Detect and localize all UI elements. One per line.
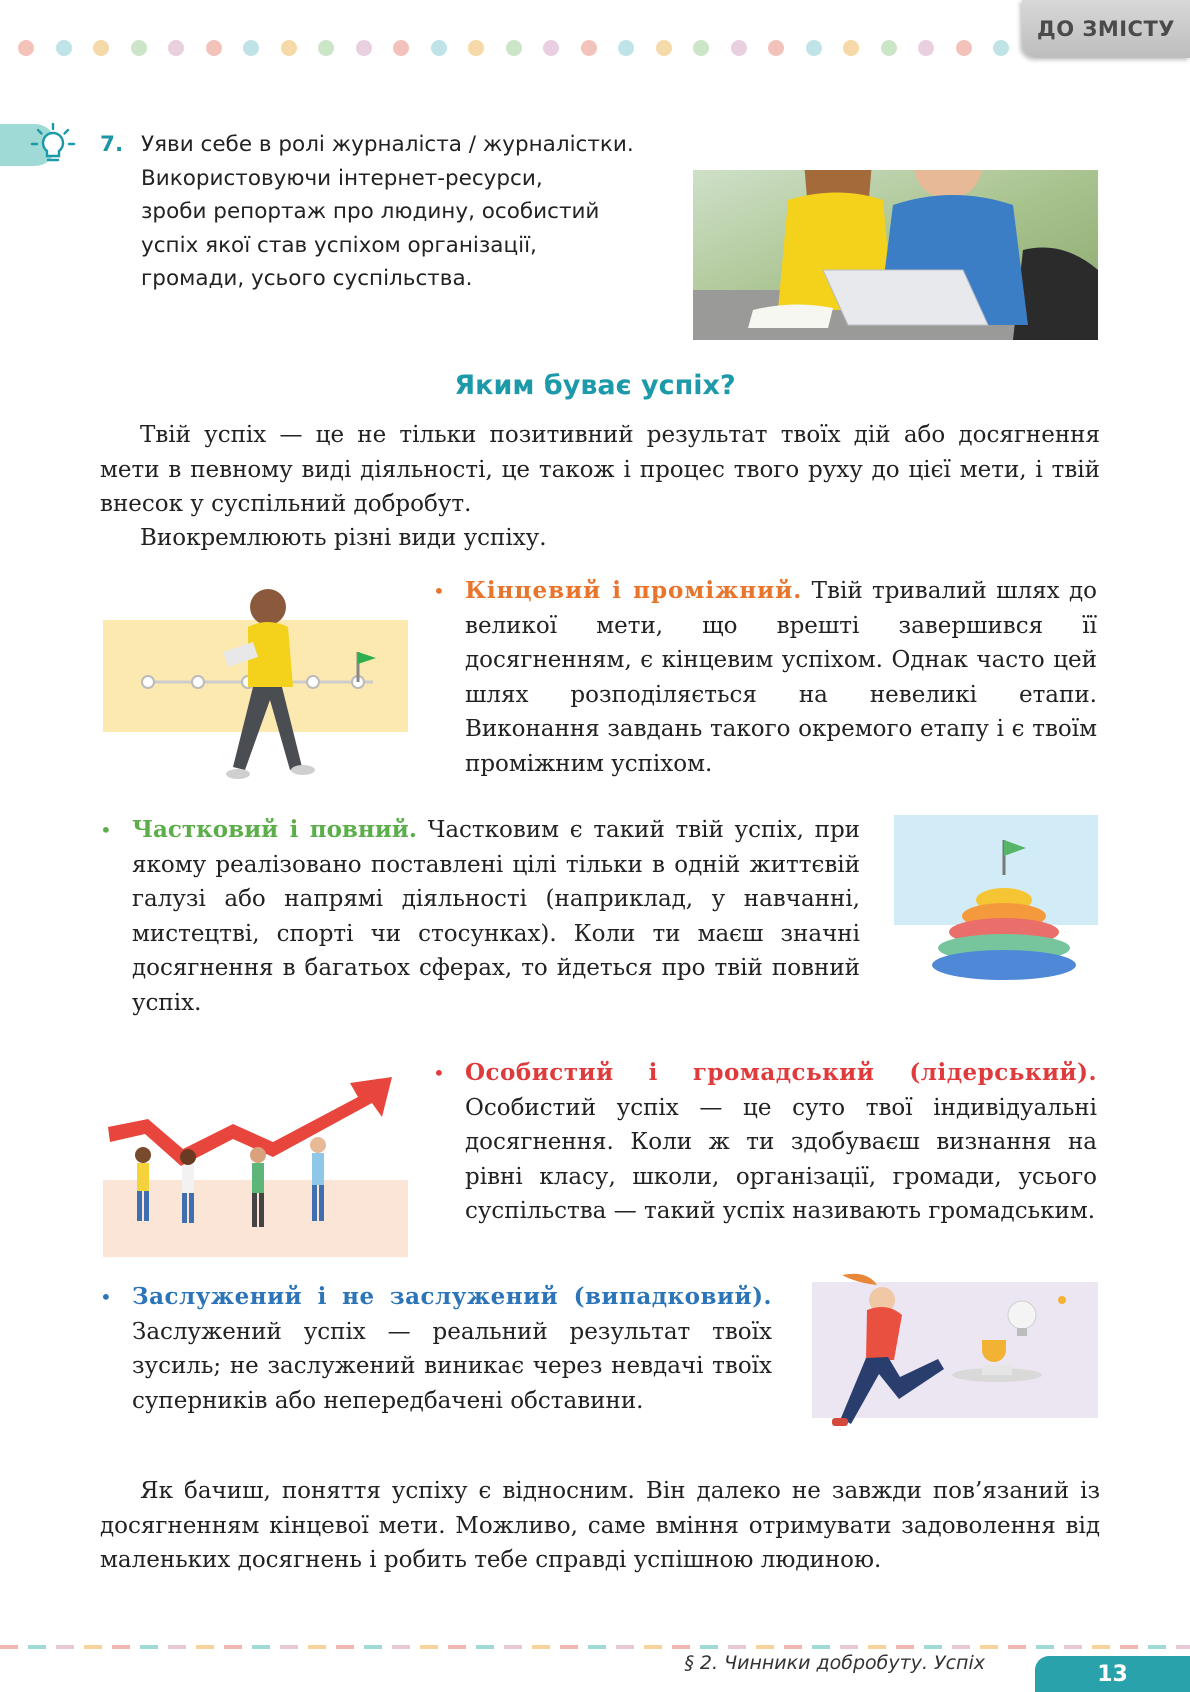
page-number: 13 — [1035, 1656, 1190, 1692]
decorative-dot — [506, 40, 522, 56]
intro-paragraph: Твій успіх — це не тільки позитивний результат твоїх дій або досягнення мети в певному виді діяльності, це також і процес твого руху до цієї мети, і твій внесок у суспільний добробут. — [100, 422, 1100, 517]
type-final-intermediate — [433, 574, 1097, 781]
decorative-dot — [956, 40, 972, 56]
students-laptop-photo — [693, 170, 1098, 340]
bullet-icon: • — [433, 1061, 445, 1085]
decorative-dot — [918, 40, 934, 56]
bullet-icon: • — [100, 818, 112, 842]
decorative-dot — [731, 40, 747, 56]
type-text: Частковим є такий твій успіх, при якому реалізовано поставлені цілі тільки в одній життєвій галузі або напрямі діяльності (наприклад, у навчанні, мистецтві, спорті чи стосунках). Коли ти маєш значні досягнення в багатьох сферах, то йдеться про твій повний успіх. — [132, 817, 861, 1016]
task-line: Використовуючи інтернет-ресурси, — [141, 165, 543, 191]
pyramid-flag-illustration — [894, 815, 1098, 995]
decorative-dot — [993, 40, 1009, 56]
decorative-dot-strip — [18, 40, 1018, 56]
type-term: Заслужений і не заслужений (випадковий). — [132, 1283, 772, 1310]
decorative-dot — [693, 40, 709, 56]
type-partial-full — [100, 813, 860, 1020]
decorative-dot — [243, 40, 259, 56]
lightbulb-icon — [28, 120, 78, 170]
bullet-icon: • — [100, 1285, 112, 1309]
conclusion-paragraph: Як бачиш, поняття успіху є відносним. Він далеко не завжди пов’язаний із досягненням кінцевої мети. Можливо, саме вміння отримувати задоволення від маленьких досягнень і робить тебе справді успішною людиною. — [100, 1478, 1100, 1573]
decorative-dot — [468, 40, 484, 56]
task-line: успіх якої став успіхом організації, — [141, 232, 537, 258]
decorative-dot — [131, 40, 147, 56]
decorative-dot — [318, 40, 334, 56]
decorative-dot — [543, 40, 559, 56]
type-term: Частковий і повний. — [132, 816, 417, 843]
type-text: Заслужений успіх — реальний результат твоїх зусиль; не заслужений виникає через невдачі твоїх суперників або непередбачені обставини. — [132, 1318, 772, 1414]
intro-types-line: Виокремлюють різні види успіху. — [140, 525, 547, 551]
decorative-dot — [393, 40, 409, 56]
task-line: Уяви себе в ролі журналіста / журналістки. — [141, 132, 634, 157]
walking-boy-illustration — [103, 582, 408, 782]
decorative-dot — [656, 40, 672, 56]
type-term: Кінцевий і проміжний. — [465, 577, 803, 604]
toc-button[interactable] — [1022, 0, 1190, 58]
type-text: Особистий успіх — це суто твої індивідуальні досягнення. Коли ж ти здобуваєш визнання на рівні класу, школи, організації, громади, усього суспільства — такий успіх називають громадським. — [465, 1094, 1097, 1224]
running-girl-trophy-illustration — [812, 1270, 1098, 1445]
decorative-dot — [843, 40, 859, 56]
decorative-dot — [18, 40, 34, 56]
decorative-dot — [56, 40, 72, 56]
type-text: Твій тривалий шлях до великої мети, що врешті завершився її досягненням, є кінцевим успіхом. Однак часто цей шлях розподіляється на невеликі етапи. Виконання завдань такого окремого етапу і є твоїм проміжним успіхом. — [465, 578, 1097, 777]
decorative-dot — [206, 40, 222, 56]
decorative-dot — [581, 40, 597, 56]
type-deserved-undeserved — [100, 1280, 772, 1418]
people-arrow-illustration — [103, 1075, 408, 1257]
decorative-dot — [618, 40, 634, 56]
task-number: 7. — [100, 132, 124, 157]
task-7 — [100, 128, 660, 296]
decorative-dot — [93, 40, 109, 56]
decorative-dot — [806, 40, 822, 56]
task-line: громади, усього суспільства. — [141, 266, 473, 291]
decorative-dot — [281, 40, 297, 56]
decorative-dot — [431, 40, 447, 56]
footer-section-title: § 2. Чинники добробуту. Успіх — [684, 1652, 985, 1674]
type-personal-public — [433, 1056, 1097, 1229]
type-term: Особистий і громадський (лідерський). — [465, 1059, 1097, 1086]
task-line: зроби репортаж про людину, особистий — [141, 199, 600, 224]
decorative-dot — [881, 40, 897, 56]
section-title: Яким буває успіх? — [454, 370, 736, 401]
decorative-dot — [168, 40, 184, 56]
footer-divider — [0, 1645, 1190, 1649]
decorative-dot — [768, 40, 784, 56]
decorative-dot — [356, 40, 372, 56]
bullet-icon: • — [433, 579, 445, 603]
toc-button-label: ДО ЗМІСТУ — [1037, 17, 1175, 41]
